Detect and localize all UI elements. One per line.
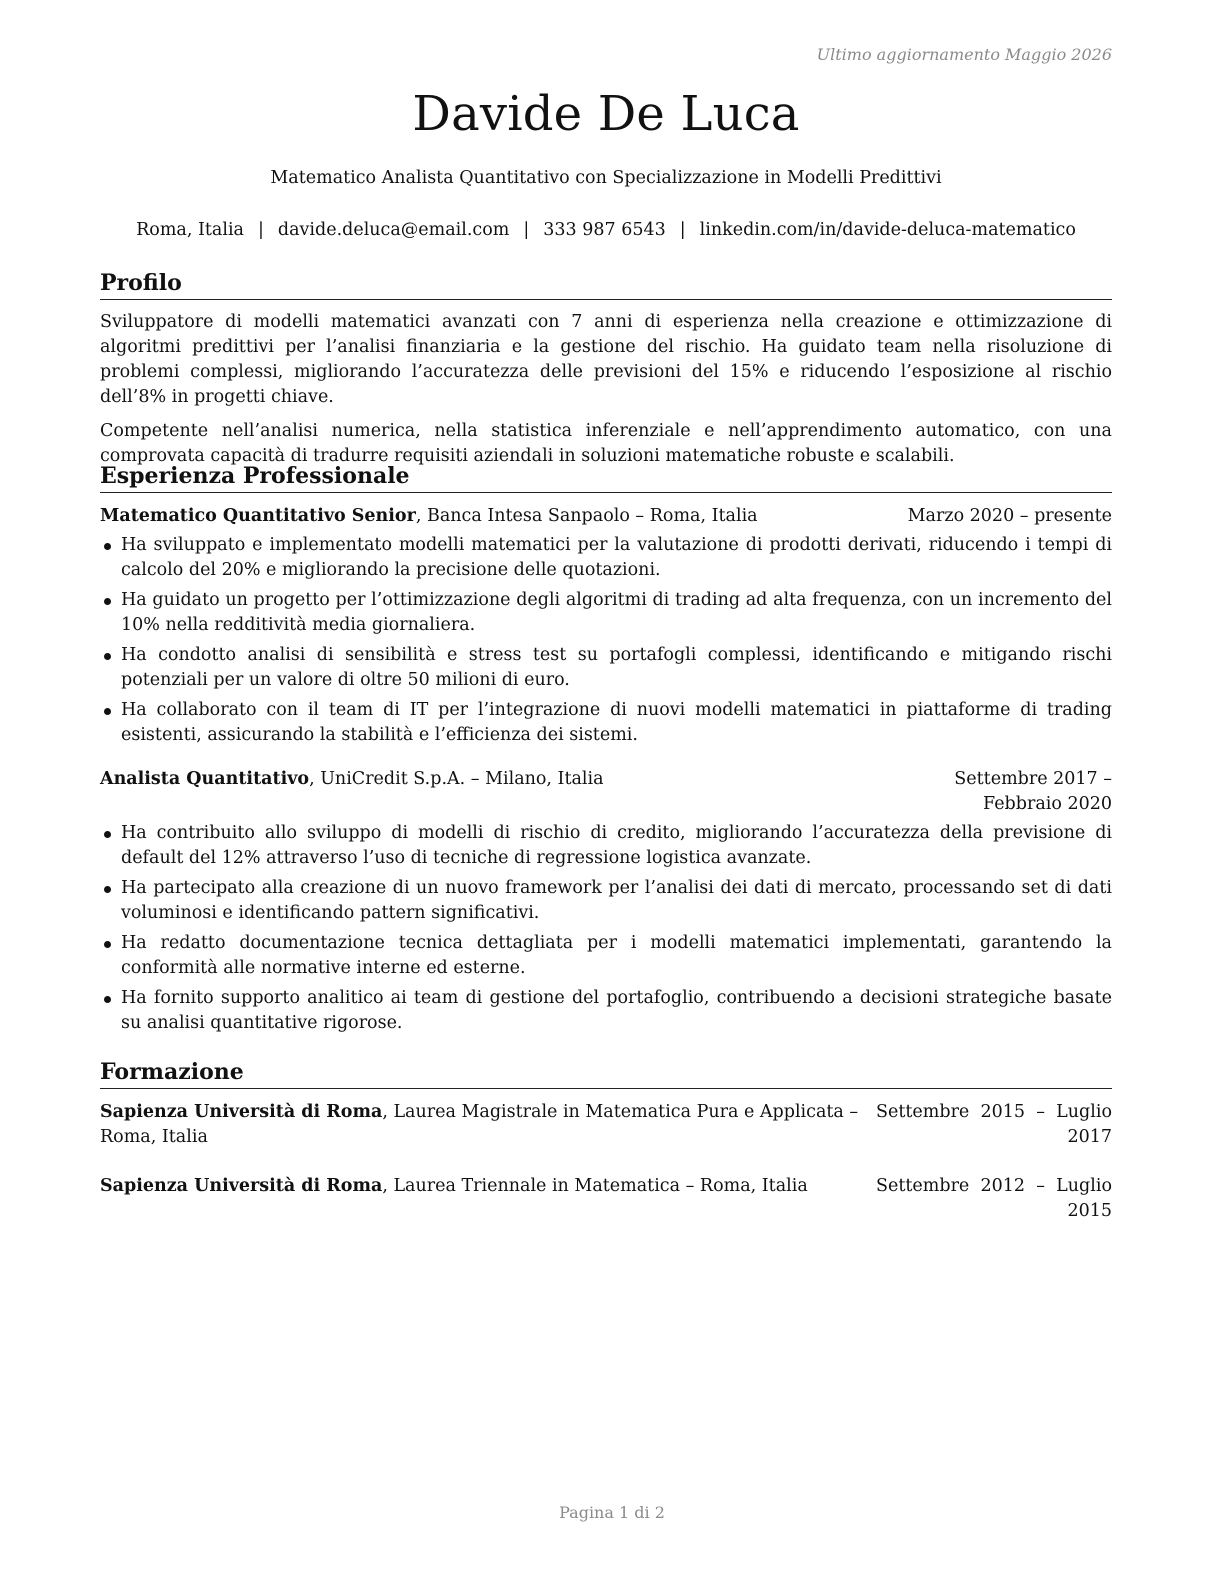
job-title-line (100, 504, 908, 529)
list-item: Ha fornito supporto analitico ai team di gestione del portafoglio, contribuendo a decisioni strategiche basate su analisi quantitative rigorose. (100, 986, 1112, 1036)
last-updated-note: Ultimo aggiornamento Maggio 2026 (816, 45, 1112, 64)
education-section (100, 1059, 1112, 1224)
education-title-line (100, 1174, 876, 1199)
contact-separator: | (523, 220, 530, 240)
section-title-education: Formazione (100, 1059, 1112, 1089)
job-dates: Settembre 2017 – Febbraio 2020 (954, 768, 1112, 814)
education-school: Sapienza Università di Roma (100, 1101, 383, 1122)
profile-paragraph: Sviluppatore di modelli matematici avanzati con 7 anni di esperienza nella creazione e ottimizzazione di algoritmi predittivi per l’analisi finanziaria e la gestione del rischio. Ha guidato team nella risoluzione di problemi complessi, migliorando l’accuratezza delle previsioni del 15% e riducendo l’esposizione al rischio dell’8% in progetti chiave. (100, 311, 1112, 407)
contact-separator: | (679, 220, 686, 240)
education-entry (100, 1100, 1112, 1150)
education-degree: , Laurea Triennale in Matematica – Roma, Italia (382, 1175, 808, 1196)
job-organization: , UniCredit S.p.A. – Milano, Italia (309, 768, 604, 789)
list-item: Ha partecipato alla creazione di un nuovo framework per l’analisi dei dati di mercato, processando set di dati voluminosi e identificando pattern significativi. (100, 876, 1112, 926)
list-item: Ha condotto analisi di sensibilità e stress test su portafogli complessi, identificando e mitigando rischi potenziali per un valore di oltre 50 milioni di euro. (100, 643, 1112, 693)
education-header (100, 1100, 1112, 1150)
profile-paragraph: Competente nell’analisi numerica, nella statistica inferenziale e nell’apprendimento automatico, con una comprovata capacità di tradurre requisiti aziendali in soluzioni matematiche robuste e scalabili. (100, 420, 1112, 466)
section-title-experience: Esperienza Professionale (100, 463, 1112, 493)
job-header (100, 767, 1112, 817)
page-number: Pagina 1 di 2 (559, 1503, 665, 1522)
job-bullets (100, 533, 1112, 748)
education-entry (100, 1174, 1112, 1224)
contact-email: davide.deluca@email.com (277, 220, 510, 240)
job-organization: , Banca Intesa Sanpaolo – Roma, Italia (415, 505, 758, 526)
contact-separator: | (257, 220, 264, 240)
profile-section (100, 270, 1112, 469)
resume-page (100, 0, 1112, 1584)
education-dates: Settembre 2015 – Luglio 2017 (876, 1101, 1112, 1147)
contact-linkedin: linkedin.com/in/davide-deluca-matematico (699, 220, 1076, 240)
contact-location: Roma, Italia (136, 220, 244, 240)
education-degree: , Laurea Magistrale in Matematica Pura e Applicata – Roma, Italia (100, 1101, 859, 1147)
list-item: Ha guidato un progetto per l’ottimizzazione degli algoritmi di trading ad alta frequenza, con un incremento del 10% nella redditività media giornaliera. (100, 588, 1112, 638)
education-school: Sapienza Università di Roma (100, 1175, 383, 1196)
job-dates: Marzo 2020 – presente (907, 505, 1112, 526)
job-header (100, 504, 1112, 529)
list-item: Ha contribuito allo sviluppo di modelli di rischio di credito, migliorando l’accuratezza della previsione di default del 12% attraverso l’uso di tecniche di regressione logistica avanzate. (100, 821, 1112, 871)
contact-phone: 333 987 6543 (543, 220, 666, 240)
section-title-profile: Profilo (100, 270, 1112, 300)
candidate-headline: Matematico Analista Quantitativo con Specializzazione in Modelli Predittivi (270, 168, 942, 188)
job-bullets (100, 821, 1112, 1036)
job-role: Matematico Quantitativo Senior (100, 505, 416, 526)
candidate-name: Davide De Luca (412, 86, 800, 142)
education-title-line (100, 1100, 876, 1150)
education-dates: Settembre 2012 – Luglio 2015 (876, 1175, 1112, 1221)
job-title-line (100, 767, 876, 792)
list-item: Ha redatto documentazione tecnica dettagliata per i modelli matematici implementati, garantendo la conformità alle normative interne ed esterne. (100, 931, 1112, 981)
job-entry (100, 504, 1112, 748)
list-item: Ha sviluppato e implementato modelli matematici per la valutazione di prodotti derivati, riducendo i tempi di calcolo del 20% e migliorando la precisione delle quotazioni. (100, 533, 1112, 583)
job-role: Analista Quantitativo (100, 768, 310, 789)
list-item: Ha collaborato con il team di IT per l’integrazione di nuovi modelli matematici in piattaforme di trading esistenti, assicurando la stabilità e l’efficienza dei sistemi. (100, 698, 1112, 748)
job-entry (100, 767, 1112, 1036)
education-header (100, 1174, 1112, 1224)
experience-section (100, 463, 1112, 1041)
contact-line (100, 220, 1112, 240)
